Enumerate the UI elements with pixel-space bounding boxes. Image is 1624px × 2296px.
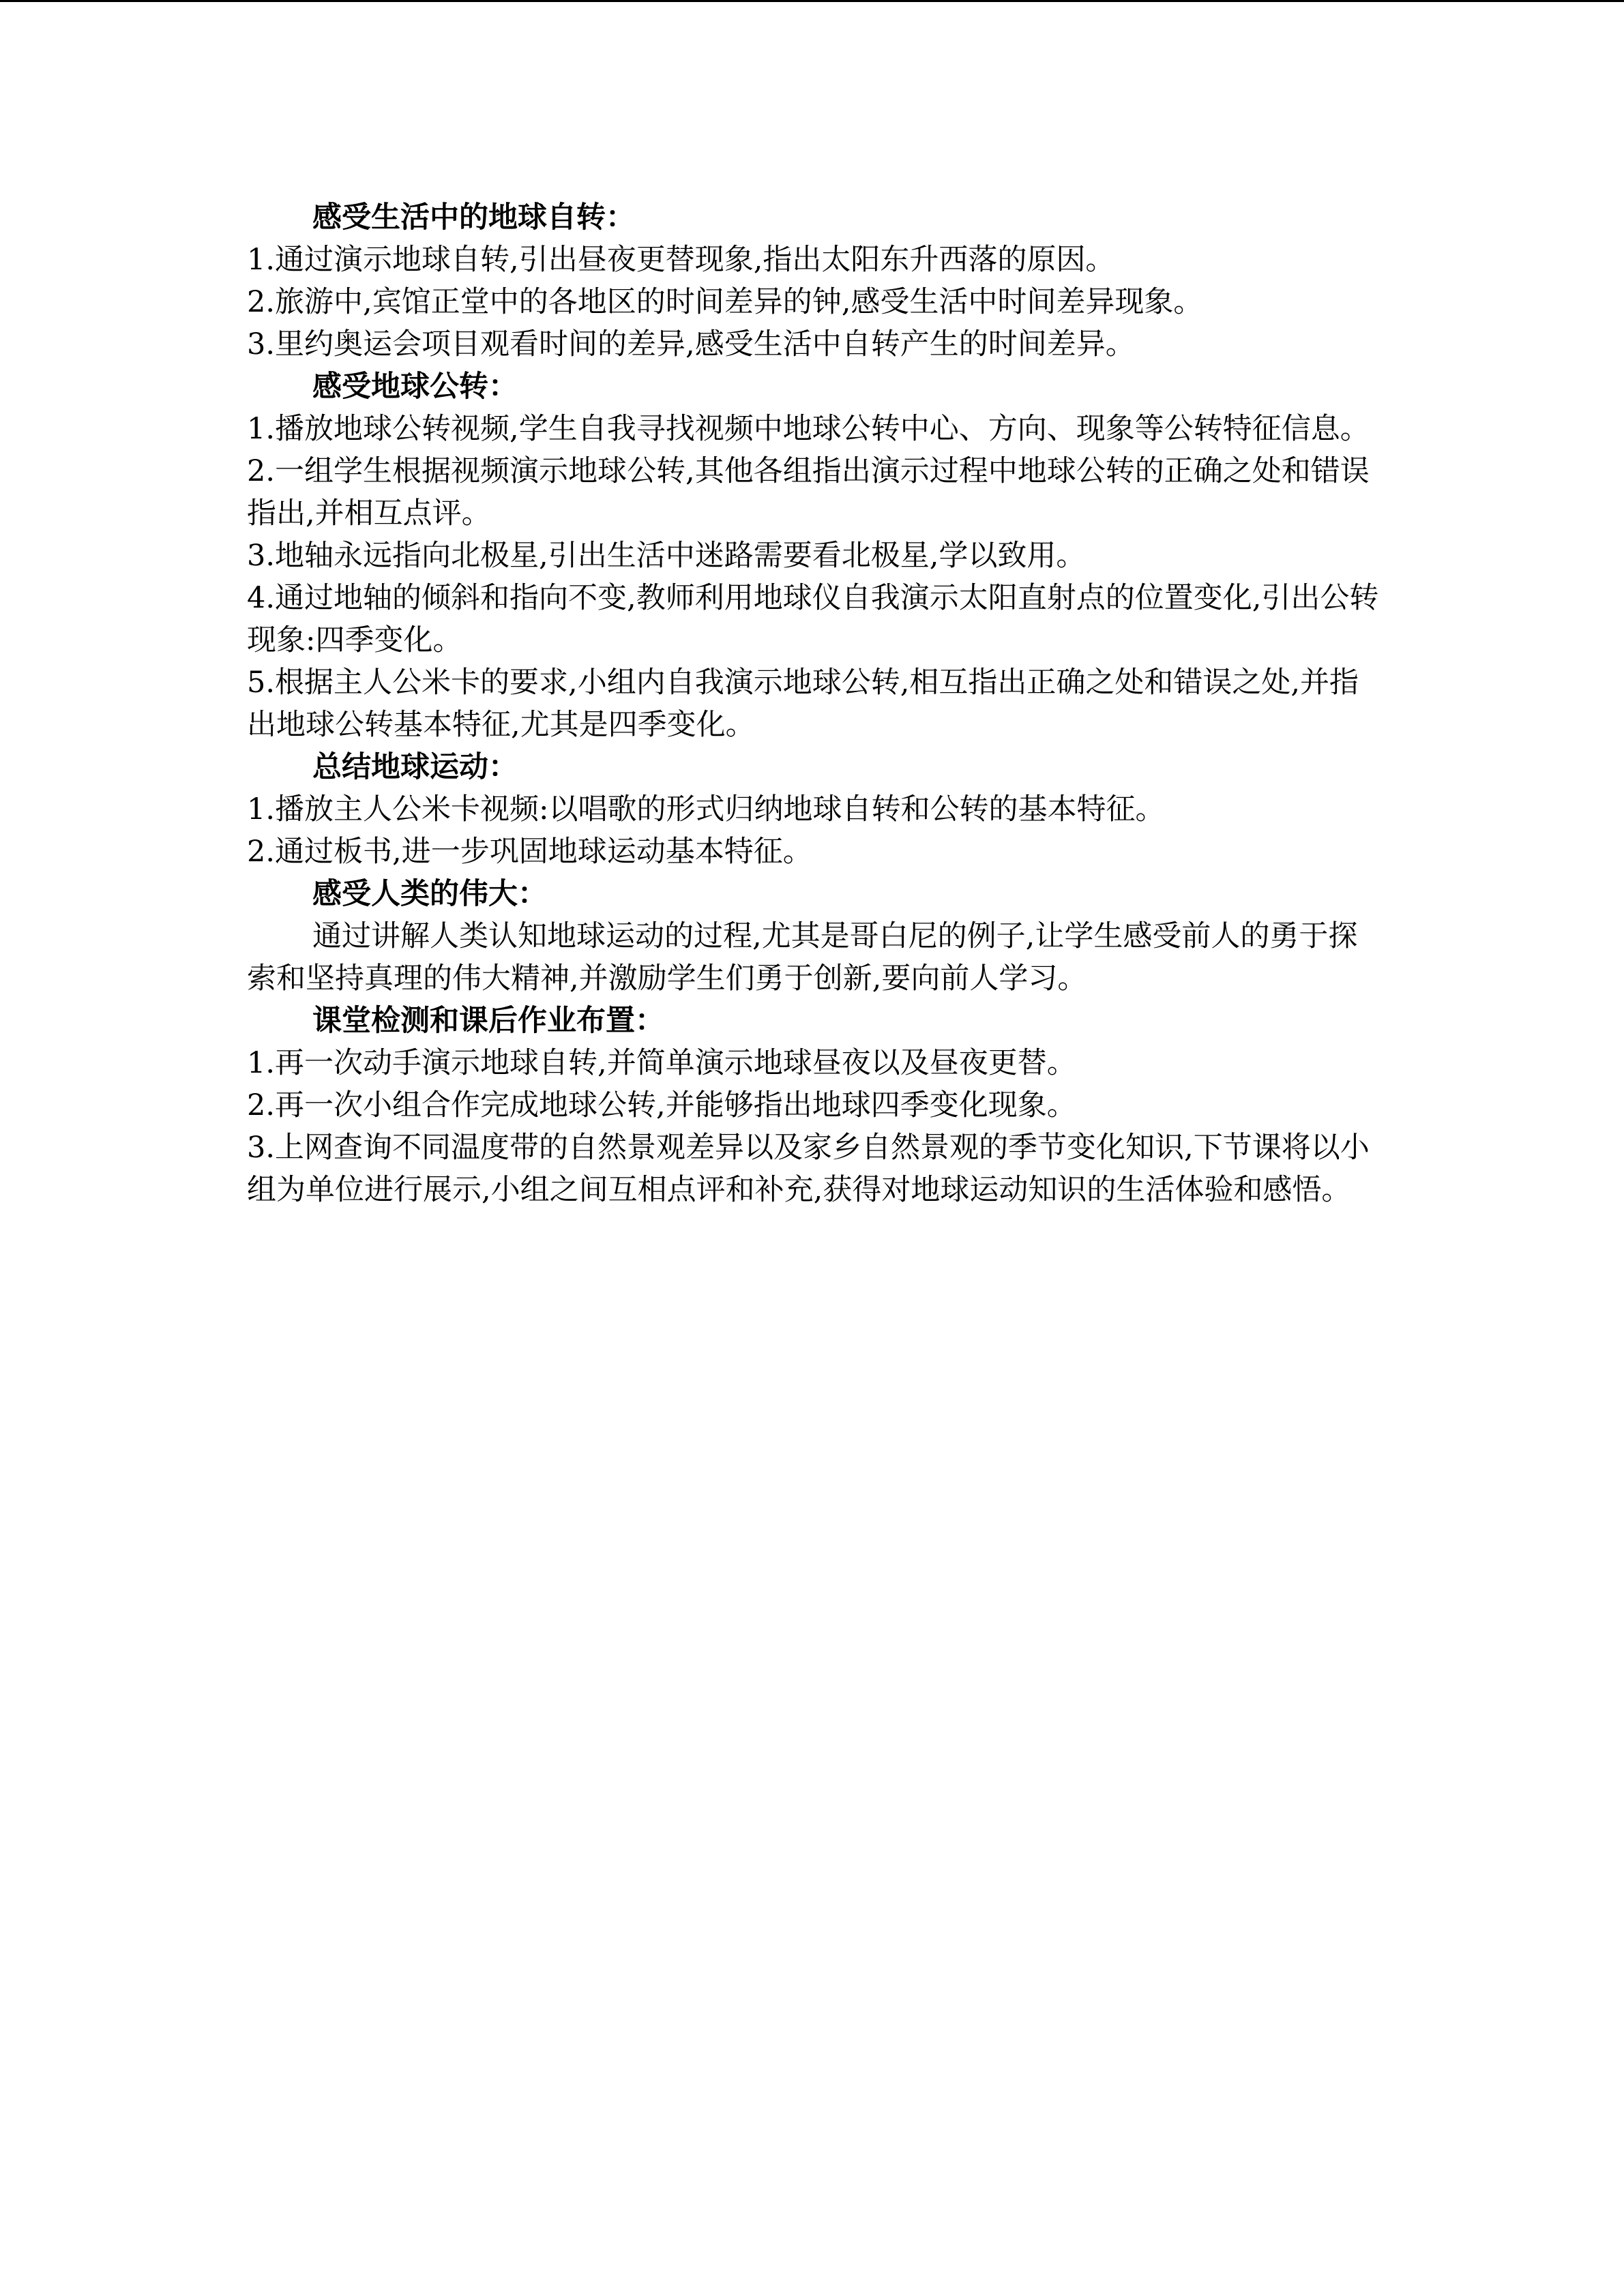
list-item: 1.播放地球公转视频,学生自我寻找视频中地球公转中心、方向、现象等公转特征信息。 [247,412,1370,446]
list-item: 1.通过演示地球自转,引出昼夜更替现象,指出太阳东升西落的原因。 [247,243,1115,277]
list-item: 3.地轴永远指向北极星,引出生活中迷路需要看北极星,学以致用。 [247,539,1086,573]
list-item: 4.通过地轴的倾斜和指向不变,教师利用地球仪自我演示太阳直射点的位置变化,引出公转现象:四季变化。 [247,581,1379,657]
list-item: 2.一组学生根据视频演示地球公转,其他各组指出演示过程中地球公转的正确之处和错误指出,并相互点评。 [247,454,1370,531]
list-item: 5.根据主人公米卡的要求,小组内自我演示地球公转,相互指出正确之处和错误之处,并指出地球公转基本特征,尤其是四季变化。 [247,666,1359,742]
list-item: 2.旅游中,宾馆正堂中的各地区的时间差异的钟,感受生活中时间差异现象。 [247,285,1203,319]
body-paragraph: 通过讲解人类认知地球运动的过程,尤其是哥白尼的例子,让学生感受前人的勇于探索和坚持真理的伟大精神,并激励学生们勇于创新,要向前人学习。 [247,919,1358,996]
list-item: 1.再一次动手演示地球自转,并简单演示地球昼夜以及昼夜更替。 [247,1046,1076,1080]
section-heading: 总结地球运动： [312,750,518,784]
list-item: 3.上网查询不同温度带的自然景观差异以及家乡自然景观的季节变化知识,下节课将以小组为单位进行展示,小组之间互相点评和补充,获得对地球运动知识的生活体验和感悟。 [247,1131,1370,1207]
section-heading: 感受生活中的地球自转： [312,200,635,235]
section-heading: 感受地球公转： [312,370,518,404]
document-body [247,196,1379,1211]
section-heading: 课堂检测和课后作业布置： [312,1004,664,1038]
section-heading: 感受人类的伟大： [312,877,547,911]
list-item: 1.播放主人公米卡视频:以唱歌的形式归纳地球自转和公转的基本特征。 [247,792,1165,826]
list-item: 2.再一次小组合作完成地球公转,并能够指出地球四季变化现象。 [247,1088,1076,1122]
list-item: 3.里约奥运会项目观看时间的差异,感受生活中自转产生的时间差异。 [247,327,1135,361]
page-top-border [0,0,1624,2]
list-item: 2.通过板书,进一步巩固地球运动基本特征。 [247,835,812,869]
